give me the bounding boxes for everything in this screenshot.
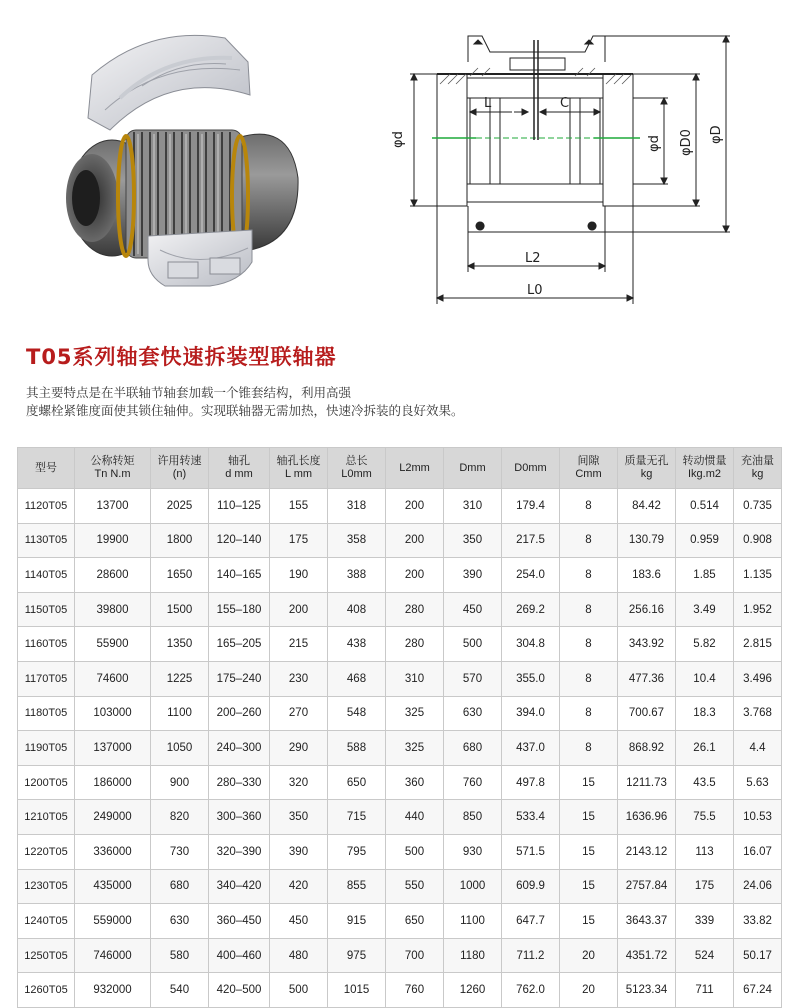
table-row xyxy=(18,592,782,627)
table-cell: 1260 xyxy=(444,973,502,1008)
table-cell: 760 xyxy=(386,973,444,1008)
table-cell: 240–300 xyxy=(209,731,270,766)
table-cell: 680 xyxy=(444,731,502,766)
column-header-line-2: L mm xyxy=(284,468,313,480)
table-cell: 647.7 xyxy=(502,904,560,939)
table-row xyxy=(18,800,782,835)
table-cell: 588 xyxy=(328,731,386,766)
table-cell: 10.53 xyxy=(734,800,782,835)
column-header-line-1: 许用转速 xyxy=(157,455,202,467)
table-cell: 310 xyxy=(444,489,502,524)
dim-label-d-right: φd xyxy=(647,135,662,152)
technical-drawing xyxy=(410,36,730,304)
table-cell: 1130T05 xyxy=(18,523,75,558)
table-cell: 300–360 xyxy=(209,800,270,835)
table-cell: 15 xyxy=(560,800,618,835)
table-cell: 746000 xyxy=(75,938,151,973)
table-cell: 930 xyxy=(444,834,502,869)
table-cell: 0.514 xyxy=(676,489,734,524)
table-cell: 175–240 xyxy=(209,661,270,696)
table-cell: 360–450 xyxy=(209,904,270,939)
table-cell: 215 xyxy=(270,627,328,662)
table-cell: 1.135 xyxy=(734,558,782,593)
table-cell: 390 xyxy=(444,558,502,593)
table-cell: 269.2 xyxy=(502,592,560,627)
column-header-line-1: 轴孔 xyxy=(228,455,250,467)
column-header xyxy=(444,448,502,489)
table-cell: 1636.96 xyxy=(618,800,676,835)
table-cell: 84.42 xyxy=(618,489,676,524)
table-cell: 435000 xyxy=(75,869,151,904)
column-header xyxy=(386,448,444,489)
table-cell: 8 xyxy=(560,523,618,558)
table-cell: 1250T05 xyxy=(18,938,75,973)
table-cell: 1140T05 xyxy=(18,558,75,593)
table-cell: 548 xyxy=(328,696,386,731)
table-cell: 400–460 xyxy=(209,938,270,973)
table-cell: 175 xyxy=(676,869,734,904)
table-cell: 1211.73 xyxy=(618,765,676,800)
table-cell: 360 xyxy=(386,765,444,800)
table-cell: 1650 xyxy=(151,558,209,593)
column-header-line-1: 质量无孔 xyxy=(624,455,669,467)
table-cell: 715 xyxy=(328,800,386,835)
table-row xyxy=(18,558,782,593)
table-cell: 325 xyxy=(386,731,444,766)
table-cell: 5.82 xyxy=(676,627,734,662)
table-cell: 10.4 xyxy=(676,661,734,696)
table-cell: 650 xyxy=(386,904,444,939)
table-cell: 290 xyxy=(270,731,328,766)
table-cell: 932000 xyxy=(75,973,151,1008)
column-header xyxy=(502,448,560,489)
table-cell: 0.908 xyxy=(734,523,782,558)
table-cell: 820 xyxy=(151,800,209,835)
table-cell: 343.92 xyxy=(618,627,676,662)
table-cell: 1170T05 xyxy=(18,661,75,696)
table-cell: 350 xyxy=(444,523,502,558)
table-cell: 320 xyxy=(270,765,328,800)
description-line-1: 其主要特点是在半联轴节轴套加载一个锥套结构，利用高强 xyxy=(26,385,352,400)
table-cell: 50.17 xyxy=(734,938,782,973)
table-cell: 8 xyxy=(560,661,618,696)
table-row xyxy=(18,489,782,524)
column-header xyxy=(618,448,676,489)
table-cell: 310 xyxy=(386,661,444,696)
column-header-line-1: 间隙 xyxy=(577,455,600,467)
table-cell: 730 xyxy=(151,834,209,869)
table-cell: 408 xyxy=(328,592,386,627)
table-cell: 254.0 xyxy=(502,558,560,593)
table-body xyxy=(18,489,782,1008)
table-cell: 1800 xyxy=(151,523,209,558)
table-cell: 1180 xyxy=(444,938,502,973)
table-cell: 1225 xyxy=(151,661,209,696)
table-cell: 19900 xyxy=(75,523,151,558)
table-cell: 524 xyxy=(676,938,734,973)
table-cell: 2757.84 xyxy=(618,869,676,904)
table-cell: 1.85 xyxy=(676,558,734,593)
column-header-line-1: 型号 xyxy=(35,461,57,474)
table-cell: 280–330 xyxy=(209,765,270,800)
table-cell: 33.82 xyxy=(734,904,782,939)
table-cell: 24.06 xyxy=(734,869,782,904)
table-cell: 500 xyxy=(270,973,328,1008)
table-cell: 700.67 xyxy=(618,696,676,731)
table-cell: 762.0 xyxy=(502,973,560,1008)
column-header xyxy=(151,448,209,489)
table-cell: 1220T05 xyxy=(18,834,75,869)
table-cell: 20 xyxy=(560,938,618,973)
table-cell: 497.8 xyxy=(502,765,560,800)
table-header-row xyxy=(18,448,782,489)
table-cell: 1000 xyxy=(444,869,502,904)
column-header xyxy=(18,448,75,489)
table-row xyxy=(18,696,782,731)
table-cell: 13700 xyxy=(75,489,151,524)
table-row xyxy=(18,627,782,662)
column-header xyxy=(209,448,270,489)
table-cell: 650 xyxy=(328,765,386,800)
table-cell: 1160T05 xyxy=(18,627,75,662)
column-header xyxy=(734,448,782,489)
table-cell: 55900 xyxy=(75,627,151,662)
column-header xyxy=(75,448,151,489)
table-cell: 120–140 xyxy=(209,523,270,558)
table-cell: 339 xyxy=(676,904,734,939)
table-cell: 200–260 xyxy=(209,696,270,731)
table-cell: 140–165 xyxy=(209,558,270,593)
table-cell: 8 xyxy=(560,696,618,731)
table-cell: 183.6 xyxy=(618,558,676,593)
table-cell: 318 xyxy=(328,489,386,524)
table-row xyxy=(18,731,782,766)
table-row xyxy=(18,661,782,696)
table-row xyxy=(18,973,782,1008)
table-cell: 0.959 xyxy=(676,523,734,558)
table-cell: 700 xyxy=(386,938,444,973)
table-cell: 1240T05 xyxy=(18,904,75,939)
table-cell: 711 xyxy=(676,973,734,1008)
table-cell: 850 xyxy=(444,800,502,835)
table-cell: 0.735 xyxy=(734,489,782,524)
table-cell: 915 xyxy=(328,904,386,939)
table-row xyxy=(18,523,782,558)
table-cell: 388 xyxy=(328,558,386,593)
description-line-2: 度螺栓紧锥度面使其锁住轴伸。实现联轴器无需加热，快速冷拆装的良好效果。 xyxy=(26,403,464,418)
table-cell: 256.16 xyxy=(618,592,676,627)
column-header-line-2: L0mm xyxy=(341,468,372,480)
table-cell: 394.0 xyxy=(502,696,560,731)
table-cell: 450 xyxy=(270,904,328,939)
page-title: T05系列轴套快速拆装型联轴器 xyxy=(26,345,337,369)
table-cell: 630 xyxy=(444,696,502,731)
table-cell: 3.49 xyxy=(676,592,734,627)
table-cell: 2143.12 xyxy=(618,834,676,869)
dim-label-d-left: φd xyxy=(391,131,406,148)
table-cell: 20 xyxy=(560,973,618,1008)
table-cell: 200 xyxy=(386,523,444,558)
hero-illustration xyxy=(0,0,800,330)
table-cell: 1150T05 xyxy=(18,592,75,627)
table-cell: 155 xyxy=(270,489,328,524)
table-cell: 165–205 xyxy=(209,627,270,662)
table-cell: 8 xyxy=(560,627,618,662)
table-cell: 280 xyxy=(386,592,444,627)
table-cell: 4351.72 xyxy=(618,938,676,973)
table-cell: 340–420 xyxy=(209,869,270,904)
table-cell: 550 xyxy=(386,869,444,904)
column-header-line-2: kg xyxy=(640,468,653,480)
dim-label-L0: L0 xyxy=(527,283,543,298)
table-cell: 320–390 xyxy=(209,834,270,869)
table-cell: 711.2 xyxy=(502,938,560,973)
table-cell: 1120T05 xyxy=(18,489,75,524)
table-cell: 1260T05 xyxy=(18,973,75,1008)
table-cell: 270 xyxy=(270,696,328,731)
table-cell: 103000 xyxy=(75,696,151,731)
table-cell: 1350 xyxy=(151,627,209,662)
table-cell: 437.0 xyxy=(502,731,560,766)
table-cell: 868.92 xyxy=(618,731,676,766)
table-cell: 75.5 xyxy=(676,800,734,835)
table-cell: 15 xyxy=(560,904,618,939)
table-cell: 760 xyxy=(444,765,502,800)
table-row xyxy=(18,938,782,973)
table-cell: 480 xyxy=(270,938,328,973)
table-cell: 74600 xyxy=(75,661,151,696)
description xyxy=(26,384,766,420)
table-cell: 15 xyxy=(560,869,618,904)
column-header-line-1: 总长 xyxy=(345,455,368,467)
column-header-line-2: Tn N.m xyxy=(94,468,131,480)
table-cell: 580 xyxy=(151,938,209,973)
dim-label-D: φD xyxy=(709,125,724,144)
table-cell: 186000 xyxy=(75,765,151,800)
dim-label-D0: φD0 xyxy=(679,129,694,156)
table-cell: 450 xyxy=(444,592,502,627)
table-cell: 43.5 xyxy=(676,765,734,800)
column-header-line-2: Cmm xyxy=(575,468,602,480)
table-cell: 15 xyxy=(560,765,618,800)
table-cell: 438 xyxy=(328,627,386,662)
table-cell: 630 xyxy=(151,904,209,939)
table-cell: 137000 xyxy=(75,731,151,766)
table-cell: 358 xyxy=(328,523,386,558)
column-header xyxy=(328,448,386,489)
table-cell: 1210T05 xyxy=(18,800,75,835)
table-cell: 130.79 xyxy=(618,523,676,558)
table-cell: 540 xyxy=(151,973,209,1008)
table-row xyxy=(18,765,782,800)
table-cell: 1190T05 xyxy=(18,731,75,766)
table-cell: 2025 xyxy=(151,489,209,524)
table-cell: 1100 xyxy=(444,904,502,939)
table-cell: 26.1 xyxy=(676,731,734,766)
table-cell: 3.496 xyxy=(734,661,782,696)
table-cell: 336000 xyxy=(75,834,151,869)
table-cell: 3.768 xyxy=(734,696,782,731)
table-cell: 420 xyxy=(270,869,328,904)
table-cell: 468 xyxy=(328,661,386,696)
table-cell: 39800 xyxy=(75,592,151,627)
table-cell: 304.8 xyxy=(502,627,560,662)
column-header-line-1: L2mm xyxy=(399,461,430,474)
table-cell: 15 xyxy=(560,834,618,869)
table-cell: 500 xyxy=(444,627,502,662)
dim-label-L: L xyxy=(484,96,492,111)
table-row xyxy=(18,904,782,939)
table-cell: 1200T05 xyxy=(18,765,75,800)
table-cell: 4.4 xyxy=(734,731,782,766)
column-header-line-1: D0mm xyxy=(514,461,547,474)
column-header-line-2: Ikg.m2 xyxy=(687,468,721,480)
table-cell: 1230T05 xyxy=(18,869,75,904)
table-cell: 325 xyxy=(386,696,444,731)
table-cell: 1015 xyxy=(328,973,386,1008)
spec-table xyxy=(17,447,782,1008)
table-cell: 179.4 xyxy=(502,489,560,524)
column-header xyxy=(560,448,618,489)
table-cell: 559000 xyxy=(75,904,151,939)
table-cell: 1050 xyxy=(151,731,209,766)
column-header xyxy=(676,448,734,489)
table-cell: 570 xyxy=(444,661,502,696)
table-cell: 2.815 xyxy=(734,627,782,662)
table-cell: 355.0 xyxy=(502,661,560,696)
table-cell: 3643.37 xyxy=(618,904,676,939)
table-cell: 900 xyxy=(151,765,209,800)
column-header-line-1: 公称转矩 xyxy=(90,455,135,467)
column-header-line-2: (n) xyxy=(172,468,187,480)
table-cell: 5.63 xyxy=(734,765,782,800)
dim-label-L2: L2 xyxy=(525,251,541,266)
table-cell: 350 xyxy=(270,800,328,835)
table-cell: 200 xyxy=(270,592,328,627)
table-cell: 390 xyxy=(270,834,328,869)
table-cell: 200 xyxy=(386,489,444,524)
table-cell: 975 xyxy=(328,938,386,973)
column-header-line-1: 轴孔长度 xyxy=(276,455,321,467)
table-cell: 230 xyxy=(270,661,328,696)
table-cell: 1180T05 xyxy=(18,696,75,731)
table-cell: 8 xyxy=(560,489,618,524)
table-cell: 571.5 xyxy=(502,834,560,869)
table-cell: 8 xyxy=(560,558,618,593)
table-cell: 795 xyxy=(328,834,386,869)
table-cell: 67.24 xyxy=(734,973,782,1008)
table-cell: 217.5 xyxy=(502,523,560,558)
table-cell: 8 xyxy=(560,731,618,766)
table-cell: 200 xyxy=(386,558,444,593)
table-cell: 110–125 xyxy=(209,489,270,524)
column-header-line-2: d mm xyxy=(225,468,253,480)
column-header-line-1: 充油量 xyxy=(741,455,774,467)
table-cell: 16.07 xyxy=(734,834,782,869)
table-cell: 533.4 xyxy=(502,800,560,835)
table-cell: 8 xyxy=(560,592,618,627)
table-cell: 609.9 xyxy=(502,869,560,904)
table-cell: 280 xyxy=(386,627,444,662)
table-cell: 440 xyxy=(386,800,444,835)
table-cell: 500 xyxy=(386,834,444,869)
column-header-line-1: Dmm xyxy=(459,461,486,474)
dim-label-C: C xyxy=(560,96,570,111)
column-header-line-1: 转动惯量 xyxy=(682,455,727,467)
table-cell: 155–180 xyxy=(209,592,270,627)
table-row xyxy=(18,834,782,869)
table-cell: 5123.34 xyxy=(618,973,676,1008)
column-header xyxy=(270,448,328,489)
table-cell: 113 xyxy=(676,834,734,869)
coupling-illustration xyxy=(66,35,298,286)
table-cell: 680 xyxy=(151,869,209,904)
table-cell: 249000 xyxy=(75,800,151,835)
table-cell: 175 xyxy=(270,523,328,558)
table-cell: 477.36 xyxy=(618,661,676,696)
table-cell: 1.952 xyxy=(734,592,782,627)
table-cell: 420–500 xyxy=(209,973,270,1008)
table-cell: 855 xyxy=(328,869,386,904)
table-cell: 18.3 xyxy=(676,696,734,731)
column-header-line-2: kg xyxy=(751,468,764,480)
table-cell: 1500 xyxy=(151,592,209,627)
table-cell: 190 xyxy=(270,558,328,593)
table-row xyxy=(18,869,782,904)
table-cell: 1100 xyxy=(151,696,209,731)
table-cell: 28600 xyxy=(75,558,151,593)
